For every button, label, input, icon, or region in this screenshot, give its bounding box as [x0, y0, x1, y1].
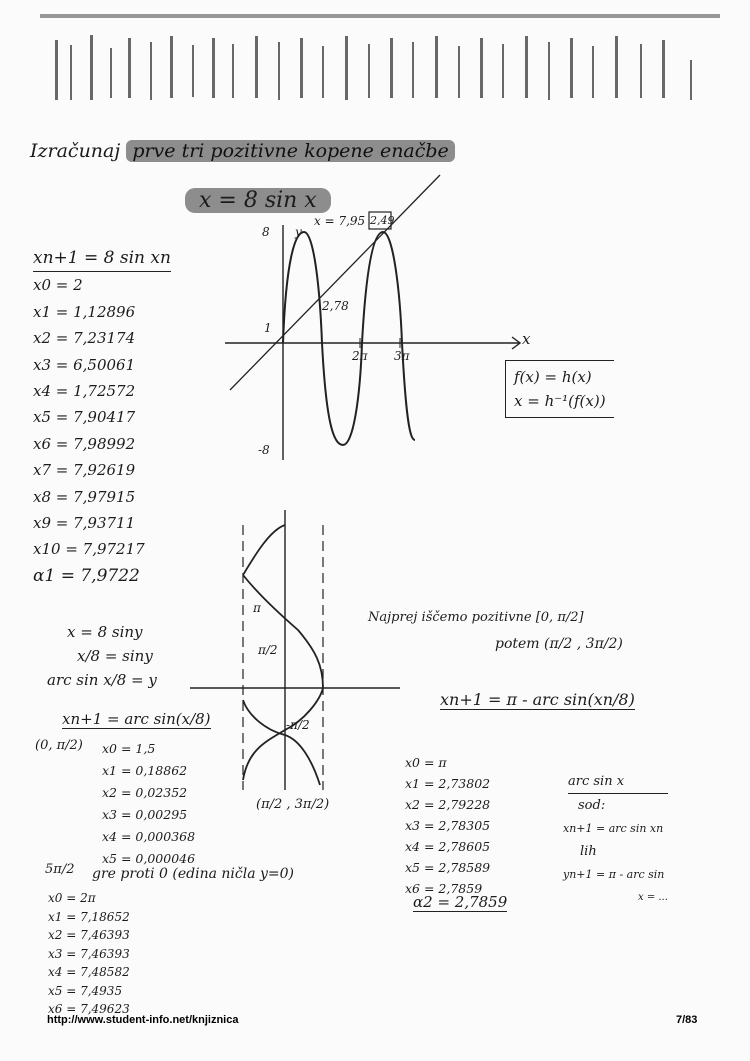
list-item: x2 = 0,02352 [102, 785, 188, 800]
side-note [563, 770, 668, 909]
list-item: x0 = 2π [48, 891, 96, 905]
graph1-ytop-label: 8 [262, 225, 270, 239]
list-item: x0 = 2 [33, 276, 83, 295]
derivation-line-3: arc sin x/8 = y [47, 671, 157, 689]
inverse-line-2: x = h⁻¹(f(x)) [514, 392, 606, 410]
graph1-y-axis-label: y [295, 225, 302, 239]
list-item: x4 = 7,48582 [48, 965, 130, 979]
heading-highlight: prve tri pozitivne kopene enačbe [126, 140, 455, 162]
list-item: x1 = 2,73802 [405, 776, 491, 791]
list-item: x4 = 1,72572 [33, 382, 136, 401]
list-item: x3 = 6,50061 [33, 355, 136, 374]
list-item: x2 = 7,23174 [33, 329, 136, 348]
list-item: x9 = 7,93711 [33, 514, 136, 533]
graph1-x-axis-label: x [522, 330, 531, 348]
graph1-yone-label: 1 [264, 321, 272, 335]
list-item: x2 = 7,46393 [48, 928, 130, 942]
inverse-line-1: f(x) = h(x) [514, 368, 592, 386]
derivation-line-2: x/8 = siny [77, 647, 153, 665]
list-item: x2 = 2,79228 [405, 797, 491, 812]
result-alpha2: α2 = 2,7859 [413, 893, 508, 911]
side-note-line-4: lih [580, 844, 597, 859]
graph2-interval: (π/2 , 3π/2) [256, 797, 330, 812]
graph2-pi2-label: π/2 [258, 643, 278, 657]
list-item: x1 = 1,12896 [33, 302, 136, 321]
search-note-line-1: Najprej iščemo pozitivne [0, π/2] [368, 610, 584, 625]
list-item: x7 = 7,92619 [33, 461, 136, 480]
list-item: x1 = 7,18652 [48, 909, 130, 924]
result-alpha1: α1 = 7,9722 [33, 565, 140, 586]
list-item: x0 = π [405, 755, 447, 770]
graph2-pi-label: π [253, 601, 261, 615]
side-note-line-6: x = ... [638, 892, 668, 903]
graph1-annotation-x: x = 7,95 [314, 214, 366, 228]
graph1-annotation-278: 2,78 [322, 299, 349, 313]
list-item: x5 = 7,4935 [48, 983, 123, 998]
search-note-line-2: potem (π/2 , 3π/2) [495, 636, 623, 652]
graph1-tick-2pi: 2π [352, 349, 368, 363]
bottom-note-text: gre proti 0 (edina ničla y=0) [92, 866, 295, 882]
list-item: x0 = 1,5 [102, 741, 156, 756]
footer-url-link[interactable]: http://www.student-info.net/knjiznica [47, 1014, 239, 1026]
iteration2-interval: (0, π/2) [35, 738, 83, 753]
list-item: x3 = 2,78305 [405, 818, 491, 833]
list-item: x5 = 0,000046 [102, 851, 196, 866]
list-item: x6 = 7,49623 [48, 1002, 130, 1016]
list-item: x5 = 2,78589 [405, 860, 491, 875]
list-item: x5 = 7,90417 [33, 408, 136, 427]
graph1-annotation-boxed: 2,49 [370, 214, 395, 227]
side-note-line-2: sod: [578, 798, 606, 813]
heading-prefix: Izračunaj [30, 140, 121, 162]
list-item: x1 = 0,18862 [102, 763, 188, 778]
list-item: x6 = 2,7859 [405, 881, 483, 896]
list-item: x4 = 2,78605 [405, 839, 491, 854]
iteration-formula-3: xn+1 = π - arc sin(xn/8) [440, 690, 635, 709]
bottom-note-head: 5π/2 [45, 862, 75, 877]
side-note-line-3: xn+1 = arc sin xn [563, 822, 664, 835]
graph1-ybottom-label: -8 [258, 443, 270, 457]
main-equation: x = 8 sin x [185, 188, 331, 213]
derivation-line-1: x = 8 siny [67, 623, 143, 641]
list-item: x3 = 0,00295 [102, 807, 188, 822]
page-number: 7/83 [676, 1014, 698, 1026]
list-item: x6 = 7,98992 [33, 434, 136, 453]
side-note-line-1: arc sin x [568, 770, 668, 794]
iteration-list-3 [405, 752, 490, 899]
side-note-line-5: yn+1 = π - arc sin [563, 868, 665, 881]
list-item: x10 = 7,97217 [33, 540, 145, 559]
list-item: x3 = 7,46393 [48, 946, 130, 961]
iteration-formula-2: xn+1 = arc sin(x/8) [62, 710, 211, 728]
list-item: x4 = 0,000368 [102, 829, 196, 844]
graph2-negpi2-label: -π/2 [286, 718, 310, 732]
graph1-tick-3pi: 3π [394, 349, 410, 363]
iteration-formula-1: xn+1 = 8 sin xn [33, 245, 171, 272]
iteration-list-4 [48, 889, 130, 1019]
list-item: x8 = 7,97915 [33, 487, 136, 506]
